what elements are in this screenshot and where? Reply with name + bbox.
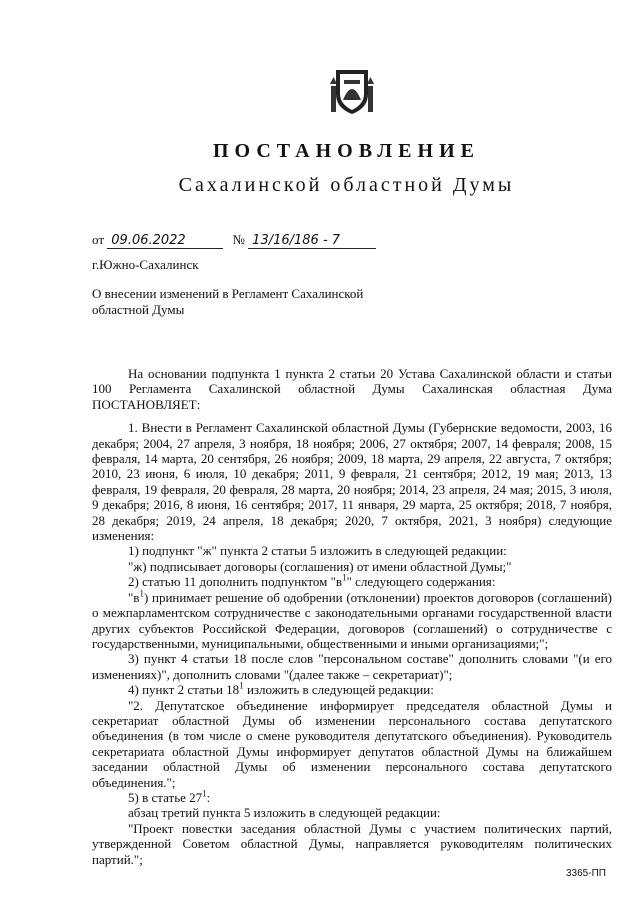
document-code: 3365-ПП: [566, 868, 606, 879]
subitem-2-quote-a: "в: [128, 589, 140, 605]
subitem-4-text-a: 4) пункт 2 статьи 18: [128, 682, 240, 698]
subitem-4-quote: "2. Депутатское объединение информирует председателя областной Думы и секретариат областной Думы об изменении персонального состава депутатского объединения (в том числе о смене руководителя депутатского объединения). Руководитель секретариата областной Думы информирует депутатов областной Думы на ближайшем заседании областной Думы об изменении персонального состава депутатского объединения.";: [92, 697, 612, 790]
document-subtitle: Сахалинской областной Думы: [178, 174, 515, 196]
subitem-2: [92, 574, 612, 589]
item-1-paragraph: 1. Внести в Регламент Сахалинской областной Думы (Губернские ведомости, 2003, 16 декабря; 2004, 27 апреля, 3 ноября, 18 ноября; 2006, 27 октября; 2007, 14 февраля; 2008, 15 февраля, 14 марта, 20 сентября, 26 ноября; 2009, 18 марта, 29 апреля, 22 августа, 7 октября; 2010, 23 июня, 6 июля, 10 декабря; 2011, 9 февраля, 21 сентября; 2012, 19 мая; 2013, 13 февраля, 19 февраля, 20 февраля, 28 марта, 20 ноября; 2014, 23 апреля, 24 мая; 2015, 3 июля, 9 декабря; 2016, 8 июня, 16 сентября; 2017, 11 января, 29 марта, 25 октября; 2018, 7 ноября, 28 декабря; 2019, 24 апреля, 18 декабря; 2020, 7 октября, 2021, 3 ноября) следующие изменения:: [92, 420, 612, 544]
document-title: ПОСТАНОВЛЕНИЕ: [213, 140, 480, 162]
date-prefix: от: [92, 232, 105, 247]
subitem-3: 3) пункт 4 статьи 18 после слов "персональном составе" дополнить словами "(и его изменениях)", дополнить словами "(далее также – секретариат)";: [92, 651, 612, 682]
intro-paragraph: На основании подпункта 1 пункта 2 статьи 20 Устава Сахалинской области и статьи 100 Регламента Сахалинской областной Думы Сахалинская областная Дума ПОСТАНОВЛЯЕТ:: [92, 366, 612, 412]
subitem-2-text-b: " следующего содержания:: [346, 574, 496, 590]
subitem-5-sup: 1: [202, 788, 207, 799]
subitem-4: [92, 682, 612, 697]
subitem-1-quote: "ж) подписывает договоры (соглашения) от имени областной Думы;": [128, 558, 512, 574]
handwritten-date: 09.06.2022: [107, 233, 223, 249]
city-name: г.Южно-Сахалинск: [92, 257, 199, 272]
subitem-5-paragraph: абзац третий пункта 5 изложить в следующей редакции:: [128, 805, 441, 821]
number-prefix: №: [232, 232, 245, 247]
subitem-1: 1) подпункт "ж" пункта 2 статьи 5 изложить в следующей редакции:: [128, 543, 507, 559]
subitem-2-text-a: 2) статью 11 дополнить подпунктом "в: [128, 574, 343, 590]
subitem-5-text-a: 5) в статье 27: [128, 789, 203, 805]
subitem-2-quote-b: ) принимает решение об одобрении (отклонении) проектов договоров (соглашений) о межпарламентском сотрудничестве с законодательными органами государственной власти других субъектов Российской Федерации, договоров (соглашений) о сотрудничестве с государственными, муниципальными, общественными и иными организациями;";: [92, 589, 612, 651]
subitem-5-text-b: :: [206, 789, 211, 805]
subitem-2-quote-sup: 1: [139, 588, 144, 599]
handwritten-number: 13/16/186 - 7: [248, 233, 376, 249]
subitem-5-quote: "Проект повестки заседания областной Думы с участием политических партий, утвержденной Советом областной Думы, направляется руководителям политических партий.";: [92, 820, 612, 867]
resolution-subject: О внесении изменений в Регламент Сахалинской областной Думы: [92, 286, 364, 317]
resolution-body: [92, 366, 612, 867]
subitem-4-text-b: изложить в следующей редакции:: [243, 682, 434, 698]
subitem-5: [92, 790, 612, 805]
date-number-line: [92, 232, 376, 249]
coat-of-arms-emblem: [330, 64, 374, 116]
subitem-4-sup: 1: [239, 680, 244, 691]
subitem-2-sup: 1: [342, 572, 347, 583]
subitem-2-quote: [92, 590, 612, 652]
